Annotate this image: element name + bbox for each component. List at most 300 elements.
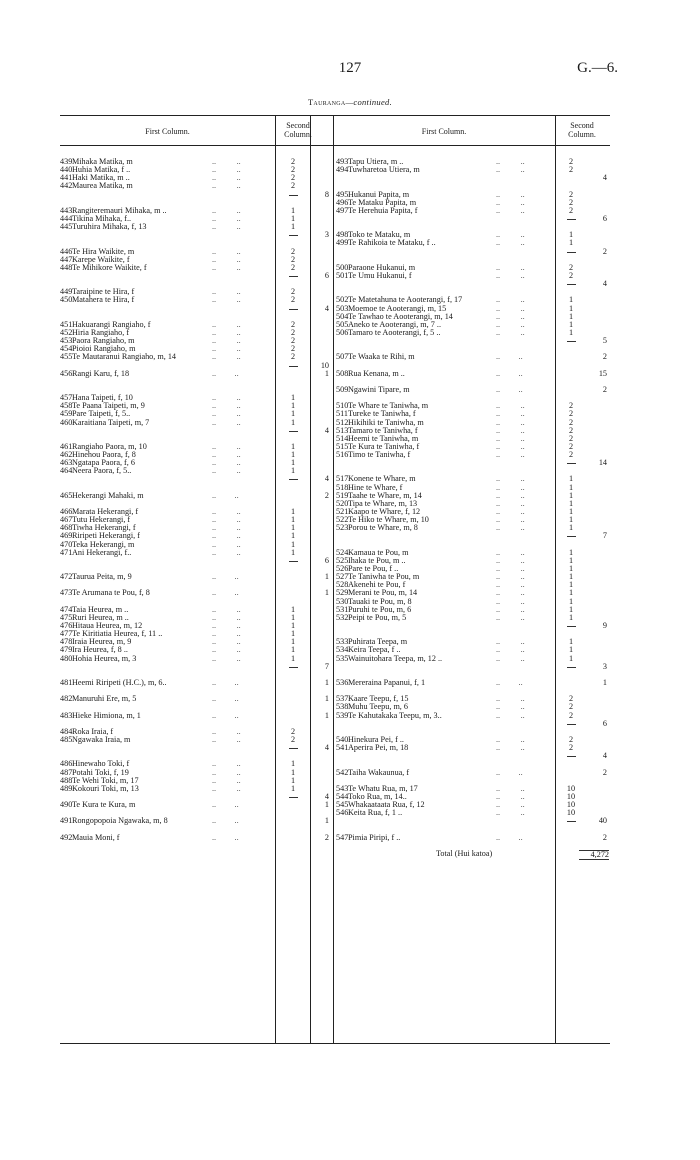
leader-dots: .. .. [212,629,241,639]
table-row [336,524,608,532]
individual-share: 1 [568,238,574,248]
subtotal-row [60,744,332,752]
individual-share: 2 [568,189,574,199]
entry-number: 446 [60,246,73,256]
header-first-column-right: First Column. [421,127,467,136]
person-name: Hinehou Paora, f, 8 [72,450,136,460]
leader-dots: .. .. [212,173,241,183]
individual-share: 2 [290,246,296,256]
person-name: Potahi Toki, f, 19 [72,767,129,777]
leader-dots: .. .. [212,295,241,305]
person-name: Puhirata Teepa, m [348,637,408,647]
leader-dots: .. .. [496,808,525,818]
subtotal-rule [567,756,576,757]
group-subtotal: 6 [602,718,607,728]
group-subtotal: 4 [602,751,607,761]
leader-dots: .. .. [496,734,525,744]
leader-dots: .. .. [212,205,241,215]
entry-number: 542 [336,767,349,777]
table-row [60,736,332,744]
entry-number: 441 [60,173,73,183]
leader-dots: .. .. [496,596,525,606]
table-row [336,174,608,182]
person-name: Te Matetahuna te Aooterangi, f, 17 [348,295,463,305]
entry-number: 528 [336,580,349,590]
person-name: Taiha Wakaunua, f [348,767,410,777]
person-name: Te Hira Waikite, m [72,246,135,256]
group-subtotal: 4 [324,791,329,801]
entry-number: 530 [336,596,349,606]
table-row [60,679,332,687]
entry-number: 472 [60,572,73,582]
group-subtotal: 2 [602,384,607,394]
individual-share: 1 [568,474,574,484]
individual-share: 1 [568,515,574,525]
leader-dots: .. .. [496,319,525,329]
person-name: Heemi te Taniwha, m [348,433,419,443]
entry-number: 541 [336,743,349,753]
individual-share: 1 [568,604,574,614]
individual-share: 2 [290,336,296,346]
individual-share: 2 [290,254,296,264]
entry-number: 515 [336,441,349,451]
entry-number: 501 [336,270,349,280]
person-name: Hukanui Papita, m [348,189,410,199]
leader-dots: .. .. [212,539,241,549]
entry-number: 543 [336,783,349,793]
entry-number: 534 [336,645,349,655]
entry-number: 547 [336,832,349,842]
entry-number: 507 [336,352,349,362]
person-name: Huhia Matika, f .. [72,165,131,175]
person-name: Timo te Taniwha, f [348,450,411,460]
individual-share: 1 [290,531,296,541]
entry-number: 502 [336,295,349,305]
person-name: Te Tawhao te Aooterangi, m, 14 [348,311,453,321]
entry-number: 473 [60,588,73,598]
leader-dots: .. .. [212,490,239,500]
table-row [336,329,608,337]
table-row [336,166,608,174]
entry-number: 484 [60,726,73,736]
entry-number: 479 [60,645,73,655]
group-subtotal: 14 [598,458,607,468]
subtotal-row [336,248,608,256]
entry-number: 495 [336,189,349,199]
subtotal-row [60,557,332,565]
group-subtotal: 2 [324,832,329,842]
entry-number: 511 [336,409,348,419]
person-name: Peipi te Pou, m, 5 [348,612,407,622]
leader-dots: .. .. [212,287,241,297]
leader-dots: .. .. [496,564,525,574]
leader-dots: .. .. [212,783,241,793]
table-row [60,182,332,190]
entry-number: 492 [60,832,73,842]
leader-dots: .. .. [212,832,239,842]
entry-number: 449 [60,287,73,297]
leader-dots: .. .. [212,262,241,272]
subtotal-rule [289,797,298,798]
leader-dots: .. .. [496,417,525,427]
table-bottom-rule [60,1043,610,1044]
entry-number: 545 [336,800,349,810]
group-subtotal: 4 [324,425,329,435]
person-name: Turuhira Mihaka, f, 13 [72,222,147,232]
individual-share: 1 [568,580,574,590]
individual-share: 1 [290,401,296,411]
entry-number: 503 [336,303,349,313]
individual-share: 2 [568,409,574,419]
entry-number: 470 [60,539,73,549]
entry-number: 461 [60,441,73,451]
individual-share: 1 [290,759,296,769]
individual-share: 2 [290,319,296,329]
table-row [60,296,332,304]
individual-share: 2 [568,270,574,280]
individual-share: 2 [568,441,574,451]
leader-dots: .. .. [496,425,525,435]
person-name: Ihaka te Pou, m .. [348,555,406,565]
person-name: Te Hiko te Whare, m, 10 [348,515,429,525]
group-subtotal: 2 [602,352,607,362]
person-name: Te Whare te Taniwha, m [348,401,429,411]
individual-share: 1 [290,523,296,533]
individual-share: 2 [568,694,574,704]
individual-share: 1 [568,555,574,565]
person-name: Pioioi Rangiaho, m [72,344,136,354]
individual-share: 1 [568,645,574,655]
leader-dots: .. .. [212,800,239,810]
table-row [60,712,332,720]
individual-share: 1 [568,295,574,305]
entry-number: 546 [336,808,349,818]
individual-share: 1 [290,637,296,647]
individual-share: 1 [290,653,296,663]
entry-number: 496 [336,197,349,207]
person-name: Iraia Heurea, m, 9 [72,637,132,647]
entry-number: 466 [60,507,73,517]
entry-number: 527 [336,572,349,582]
person-name: Te Whatu Rua, m, 17 [348,783,418,793]
leader-dots: .. .. [496,165,525,175]
group-subtotal: 4 [324,303,329,313]
group-subtotal: 40 [598,816,607,826]
entry-number: 499 [336,238,349,248]
center-divider-rule [333,115,334,1043]
leader-dots: .. .. [212,653,241,663]
group-subtotal: 6 [324,270,329,280]
leader-dots: .. .. [212,523,241,533]
person-name: Rangiteremauri Mihaka, m .. [72,205,167,215]
individual-share: 2 [290,352,296,362]
caption-continued: —continued. [345,97,393,107]
table-top-rule [60,115,610,116]
leader-dots: .. .. [212,531,241,541]
leader-dots: .. .. [496,311,525,321]
individual-share: 2 [568,425,574,435]
entry-number: 498 [336,230,349,240]
person-name: Whakaataata Rua, f, 12 [348,800,425,810]
individual-share: 2 [568,197,574,207]
entry-number: 532 [336,612,349,622]
entry-number: 526 [336,564,349,574]
subtotal-rule [289,235,298,236]
person-name: Ruri Heurea, m .. [72,612,129,622]
person-name: Tamaro te Taniwha, f [348,425,418,435]
person-name: Mereraina Papanui, f, 1 [348,678,426,687]
person-name: Hinewaho Toki, f [72,759,130,769]
individual-share: 2 [568,262,574,272]
leader-dots: .. .. [212,515,241,525]
leader-dots: .. .. [496,368,523,378]
person-name: Manuruhi Ere, m, 5 [72,694,137,704]
subtotal-rule [289,309,298,310]
individual-share: 2 [290,726,296,736]
person-name: Neera Paora, f, 5.. [72,466,132,476]
person-name: Te Kiritiatia Heurea, f, 11 .. [72,629,163,639]
group-subtotal: 10 [320,360,329,370]
individual-share: 1 [290,417,296,427]
group-subtotal: 4 [324,743,329,753]
leader-dots: .. .. [212,157,241,166]
entry-number: 468 [60,523,73,533]
leader-dots: .. .. [212,726,241,736]
leader-dots: .. .. [212,767,241,777]
individual-share: 2 [290,327,296,337]
subtotal-row [336,280,608,288]
leader-dots: .. .. [496,507,525,517]
person-name: Te Mihikore Waikite, f [72,262,147,272]
person-name: Taraipine te Hira, f [72,287,135,297]
entry-number: 469 [60,531,73,541]
person-name: Puruhi te Pou, m, 6 [348,604,412,614]
entry-number: 460 [60,417,73,427]
leader-dots: .. .. [212,336,241,346]
entry-number: 481 [60,678,73,687]
leader-dots: .. .. [496,637,525,647]
entry-number: 544 [336,791,349,801]
subtotal-rule [567,219,576,220]
right-register-list [336,158,608,858]
person-name: Tureke te Taniwha, f [348,409,416,419]
leader-dots: .. .. [496,189,525,199]
leader-dots: .. .. [496,572,525,582]
individual-share: 2 [568,743,574,753]
leader-dots: .. .. [496,702,525,712]
table-row [60,834,332,842]
entry-number: 457 [60,393,73,403]
subtotal-rule [289,195,298,196]
leader-dots: .. .. [496,303,525,313]
entry-number: 531 [336,604,349,614]
person-name: Paora Rangiaho, m [72,336,135,346]
leader-dots: .. .. [212,352,241,362]
person-name: Tipa te Whare, m, 13 [348,498,418,508]
person-name: Te Taniwha te Pou, m [348,572,420,582]
subtotal-row [336,459,608,467]
leader-dots: .. .. [496,580,525,590]
person-name: Kaapo te Whare, f, 12 [348,507,421,517]
person-name: Toko Rua, m, 14.. [348,791,407,801]
subtotal-rule [567,463,576,464]
leader-dots: .. .. [496,474,525,484]
entry-number: 459 [60,409,73,419]
header-bottom-rule [60,145,610,146]
entry-number: 518 [336,482,349,492]
individual-share: 2 [290,344,296,354]
person-name: Keita Rua, f, 1 .. [348,808,403,818]
subtotal-rule [289,748,298,749]
leader-dots: .. .. [212,254,241,264]
entry-number: 489 [60,783,73,793]
group-subtotal: 1 [324,588,329,598]
subtotal-row [60,475,332,483]
entry-number: 487 [60,767,73,777]
entry-number: 443 [60,205,73,215]
leader-dots: .. .. [496,384,523,394]
entry-number: 538 [336,702,349,712]
entry-number: 514 [336,433,349,443]
entry-number: 506 [336,327,349,337]
person-name: Te Waaka te Rihi, m [348,352,415,362]
subtotal-rule [567,724,576,725]
entry-number: 512 [336,417,349,427]
leader-dots: .. .. [496,295,525,305]
entry-number: 445 [60,222,73,232]
subtotal-row [336,337,608,345]
group-subtotal: 2 [602,246,607,256]
individual-share: 2 [568,702,574,712]
individual-share: 2 [290,295,296,305]
entry-number: 490 [60,800,73,810]
person-name: Pare te Pou, f .. [348,564,399,574]
person-name: Te Herehuia Papita, f [348,205,418,215]
leader-dots: .. .. [496,710,525,720]
individual-share: 1 [568,482,574,492]
person-name: Te Mataku Papita, m [348,197,417,207]
entry-number: 448 [60,262,73,272]
person-name: Toko te Mataku, m [348,230,411,240]
page-number: 127 [338,60,362,76]
person-name: Heemi Riripeti (H.C.), m, 6.. [72,678,167,687]
individual-share: 1 [568,523,574,533]
leader-dots: .. .. [212,621,241,631]
entry-number: 494 [336,165,349,175]
group-subtotal: 15 [598,368,607,378]
blank-spacer-row [60,378,332,386]
leader-dots: .. .. [212,775,241,785]
entry-number: 476 [60,621,73,631]
entry-number: 509 [336,384,349,394]
leader-dots: .. .. [496,653,525,663]
leader-dots: .. .. [212,547,241,557]
group-subtotal: 2 [324,490,329,500]
group-subtotal: 7 [324,661,329,671]
leader-dots: .. .. [496,197,525,207]
subtotal-rule [289,479,298,480]
entry-number: 455 [60,352,73,362]
subtotal-rule [567,284,576,285]
leader-dots: .. .. [496,401,525,411]
individual-share: 1 [290,621,296,631]
subtotal-row [60,305,332,313]
table-row [336,239,608,247]
table-row [336,353,608,361]
person-name: Karaitiana Taipeti, m, 7 [72,417,150,427]
leader-dots: .. .. [212,246,241,256]
leader-dots: .. .. [212,344,241,354]
individual-share: 1 [290,645,296,655]
entry-number: 536 [336,678,349,687]
leader-dots: .. .. [212,327,241,337]
entry-number: 444 [60,213,73,223]
entry-number: 462 [60,450,73,460]
individual-share: 1 [568,319,574,329]
person-name: Te Kura te Taniwha, f [348,441,420,451]
person-name: Kamaua te Pou, m [348,547,409,557]
subtotal-rule [289,276,298,277]
leader-dots: .. .. [212,645,241,655]
individual-share: 1 [568,303,574,313]
individual-share: 1 [290,507,296,517]
individual-share: 1 [290,205,296,215]
leader-dots: .. .. [212,165,241,175]
table-row [336,386,608,394]
entry-number: 480 [60,653,73,663]
leader-dots: .. .. [496,694,525,704]
subtotal-rule [289,431,298,432]
table-row [60,817,332,825]
group-subtotal: 2 [602,767,607,777]
individual-share: 2 [290,165,296,175]
table-row [60,223,332,231]
leader-dots: .. .. [496,791,525,801]
leader-dots: .. .. [496,482,525,492]
entry-number: 523 [336,523,349,533]
entry-number: 510 [336,401,349,411]
person-name: Roka Iraia, f [72,726,114,736]
table-row [60,655,332,663]
leader-dots: .. .. [212,612,241,622]
person-name: Hieke Himiona, m, 1 [72,710,141,720]
individual-share: 1 [568,498,574,508]
entry-number: 539 [336,710,349,720]
individual-share: 2 [290,157,296,166]
header-first-column-left: First Column. [145,127,190,136]
person-name: Aperira Pei, m, 18 [348,743,409,753]
subtotal-row [336,532,608,540]
table-row [60,370,332,378]
caption-place: Tauranga [307,97,346,107]
group-subtotal: 1 [324,678,329,687]
individual-share: 1 [290,441,296,451]
person-name: Te Rahikoia te Mataku, f .. [348,238,436,248]
entry-number: 505 [336,319,349,329]
person-name: Matahera te Hira, f [72,295,135,305]
person-name: Ngawini Tipare, m [348,384,410,394]
table-row [336,769,608,777]
entry-number: 517 [336,474,349,484]
group-subtotal: 6 [602,213,607,223]
series-code: G.—6. [577,60,618,76]
group-subtotal: 5 [602,336,607,346]
leader-dots: .. .. [212,572,239,582]
individual-share: 1 [568,637,574,647]
individual-share: 2 [290,734,296,744]
person-name: Te Kura te Kura, m [72,800,136,810]
group-subtotal: 4 [602,279,607,289]
